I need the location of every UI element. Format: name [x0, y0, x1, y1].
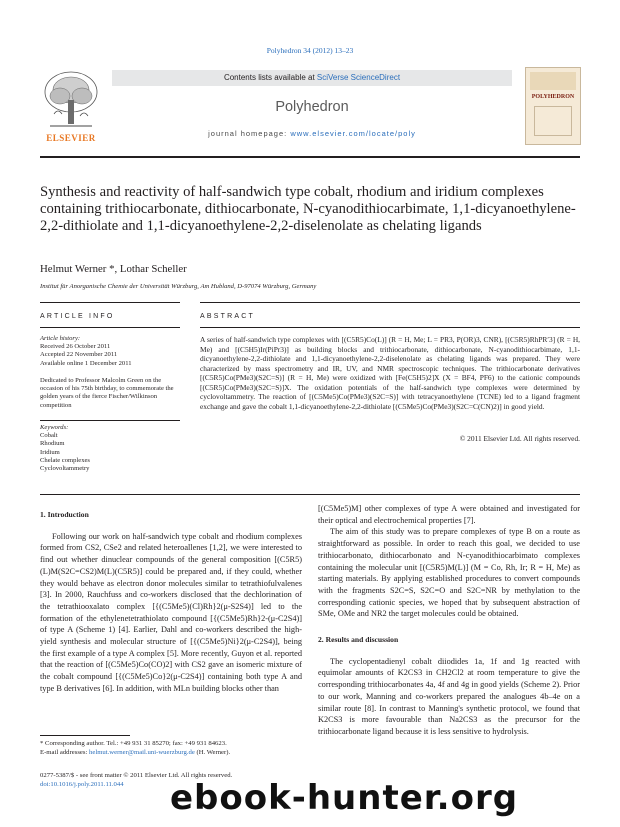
accepted-date: Accepted 22 November 2011 [40, 351, 118, 359]
article-affiliation: Institut für Anorganische Chemie der Universität Würzburg, Am Hubland, D-97074 Würzburg, Germany [40, 283, 317, 290]
keywords-block [40, 424, 180, 473]
keywords-label: Keywords: [40, 424, 69, 431]
cover-title: POLYHEDRON [531, 94, 575, 100]
results-heading: 2. Results and discussion [318, 635, 399, 645]
header-rule [40, 156, 580, 158]
cover-band [530, 72, 576, 90]
sciencedirect-link[interactable]: SciVerse ScienceDirect [316, 73, 401, 82]
contents-text: Contents lists available at [223, 73, 317, 82]
doi-link[interactable]: doi:10.1016/j.poly.2011.11.044 [40, 780, 124, 788]
email-line [40, 749, 302, 758]
abstract-heading-rule [200, 327, 580, 328]
introduction-paragraph: Following our work on half-sandwich type cobalt and rhodium complexes formed from CS2, CSe2 and related heteroallenes [1,2], we were interested to find out whether dinuclear compounds of the general composition [(C5R5)(L)M(S2C=CS2)M(L)(C5R5)] could be prepared and, if they could, whether they would behave as electron donor molecules similar to tetrathiofulvalenes [3]. In 2000, Rauchfuss and co-workers disclosed that the dechlorination of the tetrathiooxalato complex [{(C5Me5)(Cl)Rh}2(μ-S2S4)] led to the formation of the ethylenetetrathiolato compound [{(C5Me5)Rh}2-(μ-C2S4)] of type A (Scheme 1) [4]. Earlier, Dahl and co-workers described the high-yield synthesis and molecular structure of [{(C5Me5)Ni}2(μ-C2S4)], being the first example of a type A complex [5]. More recently, Guyon et al. reported that the reaction of [(C5Me5)Co(CO)2] with CS2 gave an isomeric mixture of the cobalt compound [{(C5Me5)Co}2(μ-C2S4)] containing both type A and type B derivatives [6]. In addition, with MLn building blocks other than [40, 531, 302, 693]
abstract-top-rule [200, 302, 580, 303]
keyword-item: Cobalt [40, 432, 58, 440]
received-date: Received 26 October 2011 [40, 343, 111, 351]
left-column [40, 509, 302, 695]
keyword-item: Rhodium [40, 440, 65, 448]
article-info-heading: ARTICLE INFO [40, 313, 115, 320]
issn-line: 0277-5387/$ - see front matter © 2011 Elsevier Ltd. All rights reserved. [40, 772, 233, 779]
journal-header-box [112, 70, 512, 147]
introduction-heading: 1. Introduction [40, 510, 89, 519]
info-heading-rule [40, 327, 180, 328]
email-label: E-mail addresses: [40, 748, 90, 756]
corresponding-author: * Corresponding author. Tel.: +49 931 31 85270; fax: +49 931 84623. [40, 740, 227, 747]
continued-paragraph: [(C5Me5)M] other complexes of type A were obtained and investigated for their optical and electrochemical properties [7]. [318, 504, 580, 525]
email-suffix: (H. Werner). [194, 748, 231, 756]
info-top-rule [40, 302, 180, 303]
journal-name: Polyhedron [275, 99, 349, 115]
watermark-text: ebook-hunter.org [170, 778, 519, 818]
keyword-item: Chelate complexes [40, 456, 90, 464]
abstract-heading: ABSTRACT [200, 313, 255, 320]
dedication: Dedicated to Professor Malcolm Green on the occasion of his 75th birthday, to commemorate the golden years of the fierce Fischer/Wilkinson competition [40, 377, 174, 409]
cover-graphic [534, 106, 572, 136]
right-column [318, 503, 580, 738]
history-label: Article history: [40, 335, 81, 342]
homepage-label: journal homepage: [208, 129, 291, 138]
abstract-text: A series of half-sandwich type complexes with [(C5R5)Co(L)] (R = H, Me; L = PR3, P(OR)3, CNR), [(C5R5)RhPR′3] (R = H, Me) and [(C5H5)Ir(PiPr3)] as building blocks and trithiocarbonate, dithiocarbonate, N-cyanodithiocarbimate, 1,1-dicyanoethylene-2,2-dithiolate and 1,1-dicyanoethylene-2,2-diselenolate as chelating ligands was prepared. They were characterized by mass spectrometry and IR, UV, and NMR spectroscopic techniques. The trithiocarbonate derivatives [(C5R5)Co(PMe3)(S2C=S)] (R = H, Me) were oxidized with [Fe(C5H5)2]X (X = BF4, PF6) to the cationic compounds [(C5R5)Co(PMe3)(S2C=S)]X. The oxidation potentials of the half-sandwich type complexes were determined by cyclovoltammetry. The reaction of [(C5Me5)Co(PMe3)(S2C=S)] with tetracyanoethylene (TCNE) led to a ligand fragment exchange and gave the cobalt 1,1-dicyanoethylene-2,2-dithiolate [(C5Me5)Co(PMe3)(S2C=C(CN)2)] in good yield. [200, 335, 580, 411]
footnote [40, 740, 302, 757]
article-title: Synthesis and reactivity of half-sandwich type cobalt, rhodium and iridium complexes containing trithiocarbonate, dithiocarbonate, N-cyanodithiocarbimate, 1,1-dicyanoethylene-2,2-dithiolate and 1,1-dicyanoethylene-2,2-diselenolate as chelating ligands [40, 184, 576, 234]
online-date: Available online 1 December 2011 [40, 359, 132, 367]
article-authors: Helmut Werner *, Lothar Scheller [40, 263, 187, 275]
keyword-item: Iridium [40, 448, 60, 456]
elsevier-wordmark: ELSEVIER [46, 133, 96, 143]
journal-cover-thumbnail[interactable] [525, 67, 581, 145]
email-link[interactable]: helmut.werner@mail.uni-wuerzburg.de [89, 748, 195, 756]
keyword-item: Cyclovoltammetry [40, 465, 90, 473]
contents-bar [112, 70, 512, 86]
results-paragraph: The cyclopentadienyl cobalt diiodides 1a, 1f and 1g reacted with equimolar amounts of K2CS3 in CH2Cl2 at room temperature to give the corresponding trithiocarbonates 4a, 4f and 4g in good yields (Scheme 2). Prior to our work, Manning and co-workers prepared the analogues 4b–4e on a similar route [8]. In contrast to Manning's synthetic protocol, we found that K2CS3 is more favourable than Na2CS3 as the precursor for the trithiocarbonate ligand because it is less sensitive to hydrolysis. [318, 656, 580, 736]
keywords-rule [40, 420, 180, 421]
footnote-rule [40, 735, 130, 736]
journal-homepage [112, 129, 512, 138]
abstract-copyright: © 2011 Elsevier Ltd. All rights reserved. [459, 434, 580, 443]
abstract-bottom-rule [40, 494, 580, 495]
article-history [40, 335, 180, 368]
elsevier-logo[interactable] [40, 66, 102, 146]
journal-reference[interactable]: Polyhedron 34 (2012) 13–23 [266, 46, 354, 55]
homepage-link[interactable]: www.elsevier.com/locate/poly [290, 129, 416, 138]
aim-paragraph: The aim of this study was to prepare complexes of type B on a route as straightforward as possible. In order to reach this goal, we decided to use trithiocarbonato, dithiocarbonato and N-cyanodithiocarbimato complexes containing the molecular unit [(C5R5)M(L)] (M = Co, Rh, Ir; R = H, Me) as starting materials. By applying established procedures to convert compounds with the fragments S2C=S, S2C=O and S2C=NR by methylation to the corresponding cationic species, we hoped that by subsequent abstraction of SMe, OMe and NR2 the target molecules could be obtained. [318, 527, 580, 619]
